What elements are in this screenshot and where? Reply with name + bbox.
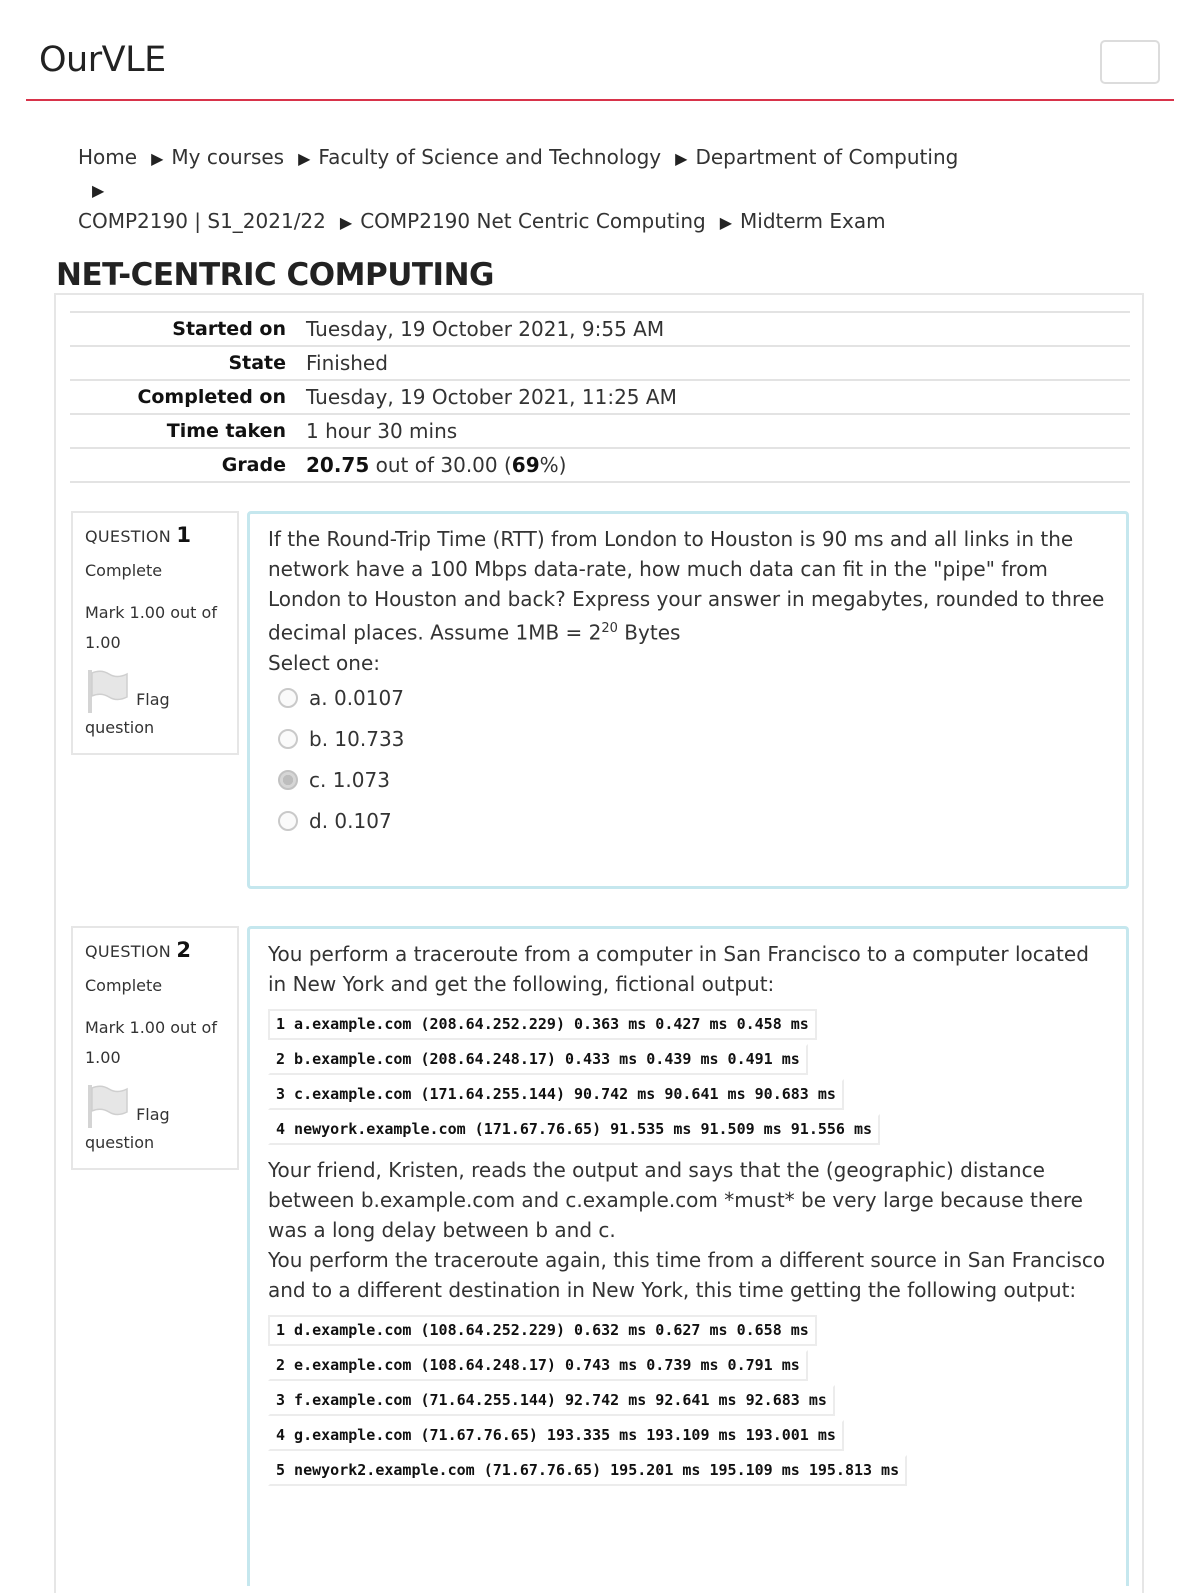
answer-option-d[interactable]	[268, 801, 1108, 842]
answer-option-c[interactable]	[268, 760, 1108, 801]
summary-row-state	[70, 346, 1130, 380]
breadcrumb-faculty[interactable]: Faculty of Science and Technology	[318, 145, 662, 169]
flag-question-link[interactable]	[85, 668, 225, 742]
summary-value: 1 hour 30 mins	[306, 419, 458, 443]
traceroute-line: 4 newyork.example.com (171.67.76.65) 91.535 ms 91.509 ms 91.556 ms	[268, 1114, 880, 1145]
question-content	[247, 511, 1129, 889]
flag-question-link[interactable]	[85, 1083, 225, 1157]
flag-icon[interactable]	[85, 668, 131, 714]
traceroute-output-1	[268, 1007, 1108, 1147]
breadcrumb-separator-icon: ▶	[151, 149, 164, 168]
grade-score: 20.75	[306, 453, 370, 477]
question-mark: Mark 1.00 out of 1.00	[85, 1018, 217, 1067]
question-text-exponent: 20	[601, 621, 618, 636]
breadcrumb-separator-icon: ▶	[298, 149, 311, 168]
question-intro: You perform a traceroute from a computer in San Francisco to a computer located in New York and get the following, fictional output:	[268, 942, 1089, 996]
question-text	[268, 524, 1108, 648]
breadcrumb	[78, 142, 978, 238]
summary-label: Time taken	[166, 420, 286, 442]
grade-value	[306, 448, 1130, 482]
traceroute-line: 1 a.example.com (208.64.252.229) 0.363 ms 0.427 ms 0.458 ms	[268, 1009, 817, 1040]
summary-label: Grade	[221, 454, 286, 476]
summary-value: Tuesday, 19 October 2021, 11:25 AM	[306, 385, 677, 409]
radio-button-selected[interactable]	[278, 770, 298, 790]
breadcrumb-home[interactable]: Home	[78, 145, 138, 169]
question-number	[85, 938, 225, 962]
flag-question-label[interactable]: Flag question	[85, 690, 170, 737]
user-menu-button[interactable]	[1100, 40, 1160, 84]
site-brand[interactable]: OurVLE	[39, 40, 166, 80]
summary-label: Completed on	[137, 386, 286, 408]
breadcrumb-separator-icon: ▶	[719, 213, 733, 232]
breadcrumb-separator-icon: ▶	[92, 181, 105, 200]
flag-question-label[interactable]: Flag question	[85, 1105, 170, 1152]
question-state: Complete	[85, 561, 163, 580]
grade-percent: 69	[511, 453, 540, 477]
question-info	[71, 511, 239, 755]
summary-label: State	[228, 352, 286, 374]
answer-label[interactable]: c. 1.073	[309, 768, 390, 793]
summary-label: Started on	[172, 318, 286, 340]
traceroute-line: 4 g.example.com (71.67.76.65) 193.335 ms 193.109 ms 193.001 ms	[268, 1420, 844, 1451]
traceroute-line: 5 newyork2.example.com (71.67.76.65) 195.201 ms 195.109 ms 195.813 ms	[268, 1455, 907, 1486]
breadcrumb-separator-icon: ▶	[675, 149, 688, 168]
summary-value: Finished	[306, 351, 388, 375]
question-info	[71, 926, 239, 1170]
page-title: NET-CENTRIC COMPUTING	[56, 256, 494, 293]
traceroute-line: 2 b.example.com (208.64.248.17) 0.433 ms 0.439 ms 0.491 ms	[268, 1044, 808, 1075]
answer-label[interactable]: d. 0.107	[309, 809, 392, 834]
site-header	[26, 0, 1174, 101]
radio-button[interactable]	[278, 688, 298, 708]
question-number	[85, 523, 225, 547]
answer-option-b[interactable]	[268, 719, 1108, 760]
traceroute-line: 2 e.example.com (108.64.248.17) 0.743 ms 0.739 ms 0.791 ms	[268, 1350, 808, 1381]
summary-row-time-taken	[70, 414, 1130, 448]
question-number-value: 1	[176, 523, 192, 547]
traceroute-line: 3 f.example.com (71.64.255.144) 92.742 ms 92.641 ms 92.683 ms	[268, 1385, 835, 1416]
second-traceroute-intro: You perform the traceroute again, this time from a different source in San Francisco and to a different destination in New York, this time getting the following output:	[268, 1248, 1106, 1302]
radio-button[interactable]	[278, 729, 298, 749]
summary-row-started	[70, 312, 1130, 346]
question-mark: Mark 1.00 out of 1.00	[85, 603, 217, 652]
attempt-summary-table	[70, 311, 1130, 483]
friend-statement: Your friend, Kristen, reads the output and says that the (geographic) distance between b.example.com and c.example.com *must* be very large because there was a long delay between b and c.	[268, 1158, 1083, 1242]
summary-row-completed	[70, 380, 1130, 414]
breadcrumb-course[interactable]: COMP2190 | S1_2021/22	[78, 209, 326, 233]
question-word: QUESTION	[85, 527, 172, 546]
traceroute-line: 1 d.example.com (108.64.252.229) 0.632 ms 0.627 ms 0.658 ms	[268, 1315, 817, 1346]
question-word: QUESTION	[85, 942, 172, 961]
breadcrumb-course-page[interactable]: COMP2190 Net Centric Computing	[360, 209, 706, 233]
answer-label[interactable]: a. 0.0107	[309, 686, 404, 711]
breadcrumb-midterm-exam[interactable]: Midterm Exam	[740, 209, 886, 233]
breadcrumb-separator-icon: ▶	[339, 213, 353, 232]
summary-row-grade	[70, 448, 1130, 482]
question-number-value: 2	[176, 938, 192, 962]
question-text-main: If the Round-Trip Time (RTT) from London to Houston is 90 ms and all links in the network have a 100 Mbps data-rate, how much data can fit in the "pipe" from London to Houston and back? Express your answer in megabytes, rounded to three decimal places. Assume 1MB = 2	[268, 527, 1105, 645]
grade-percent-suffix: %)	[539, 453, 567, 477]
summary-value: Tuesday, 19 October 2021, 9:55 AM	[306, 317, 665, 341]
traceroute-output-2	[268, 1313, 1108, 1488]
breadcrumb-my-courses[interactable]: My courses	[171, 145, 285, 169]
answer-option-a[interactable]	[268, 678, 1108, 719]
flag-icon[interactable]	[85, 1083, 131, 1129]
grade-out-of: out of 30.00 (	[369, 453, 512, 477]
select-one-prompt: Select one:	[268, 650, 381, 675]
question-text-end: Bytes	[617, 620, 681, 645]
question-content	[247, 926, 1129, 1586]
answer-label[interactable]: b. 10.733	[309, 727, 405, 752]
radio-button[interactable]	[278, 811, 298, 831]
traceroute-line: 3 c.example.com (171.64.255.144) 90.742 ms 90.641 ms 90.683 ms	[268, 1079, 844, 1110]
breadcrumb-department[interactable]: Department of Computing	[695, 145, 959, 169]
question-state: Complete	[85, 976, 163, 995]
